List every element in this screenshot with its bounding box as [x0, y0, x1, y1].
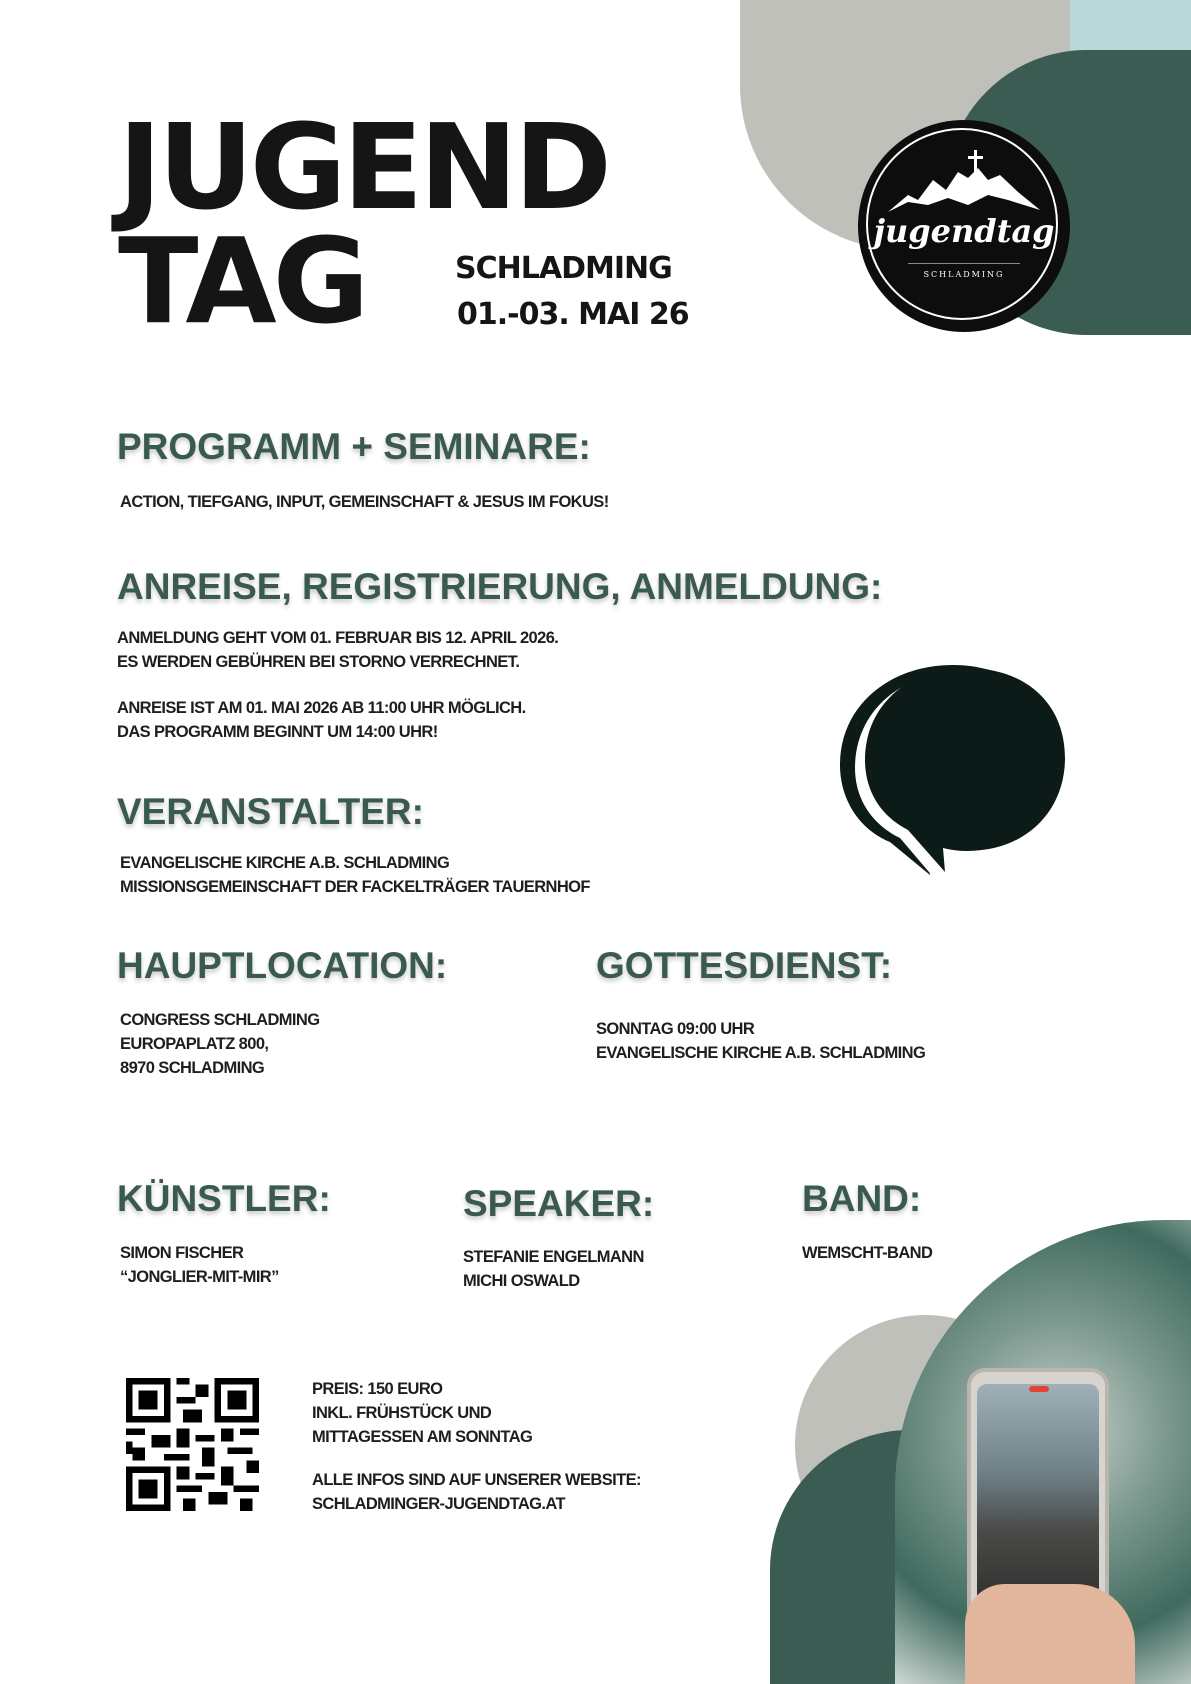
title-dates: 01.-03. MAI 26 — [457, 297, 689, 332]
text-price: PREIS: 150 EURO INKL. FRÜHSTÜCK UND MITTAGESSEN AM SONNTAG — [312, 1380, 533, 1446]
jugendtag-logo — [858, 120, 1070, 332]
text-speaker: STEFANIE ENGELMANN MICHI OSWALD — [463, 1248, 644, 1290]
text-kuenstler: SIMON FISCHER “JONGLIER-MIT-MIR” — [120, 1244, 279, 1286]
title-line2: TAG — [118, 212, 366, 350]
text-veranstalter: EVANGELISCHE KIRCHE A.B. SCHLADMING MISSIONSGEMEINSCHAFT DER FACKELTRÄGER TAUERNHOF — [120, 854, 590, 896]
heading-hauptlocation: HAUPTLOCATION: — [117, 945, 448, 986]
text-band: WEMSCHT-BAND — [802, 1244, 933, 1262]
heading-kuenstler: KÜNSTLER: — [117, 1178, 331, 1219]
phone-photo — [895, 1220, 1191, 1684]
mountain-cross-icon — [888, 150, 1040, 220]
heading-speaker: SPEAKER: — [463, 1183, 655, 1224]
text-gottesdienst: SONNTAG 09:00 UHR EVANGELISCHE KIRCHE A.B. SCHLADMING — [596, 1020, 926, 1062]
text-anreise-2: ANREISE IST AM 01. MAI 2026 AB 11:00 UHR MÖGLICH. DAS PROGRAMM BEGINNT UM 14:00 UHR! — [117, 699, 526, 741]
logo-script: jugendtag — [873, 212, 1055, 250]
heading-band: BAND: — [802, 1178, 922, 1219]
text-programm: ACTION, TIEFGANG, INPUT, GEMEINSCHAFT & JESUS IM FOKUS! — [120, 493, 609, 511]
website-link[interactable]: SCHLADMINGER-JUGENDTAG.AT — [312, 1495, 565, 1513]
hand — [965, 1584, 1135, 1684]
title-line1: JUGEND — [118, 98, 608, 236]
text-anreise: ANMELDUNG GEHT VOM 01. FEBRUAR BIS 12. APRIL 2026. ES WERDEN GEBÜHREN BEI STORNO VERRECHNET. — [117, 629, 559, 671]
text-website: ALLE INFOS SIND AUF UNSERER WEBSITE: SCHLADMINGER-JUGENDTAG.AT — [312, 1468, 641, 1516]
heading-veranstalter: VERANSTALTER: — [117, 791, 424, 832]
title-place: SCHLADMING — [455, 251, 672, 286]
heading-anreise: ANREISE, REGISTRIERUNG, ANMELDUNG: — [117, 566, 883, 607]
qr-code[interactable] — [126, 1378, 259, 1511]
heading-gottesdienst: GOTTESDIENST: — [596, 945, 893, 986]
speech-bubble-icon — [835, 660, 1075, 890]
heading-programm: PROGRAMM + SEMINARE: — [117, 426, 591, 467]
logo-sub: SCHLADMING — [923, 270, 1005, 279]
text-hauptlocation: CONGRESS SCHLADMING EUROPAPLATZ 800, 8970 SCHLADMING — [120, 1011, 320, 1077]
